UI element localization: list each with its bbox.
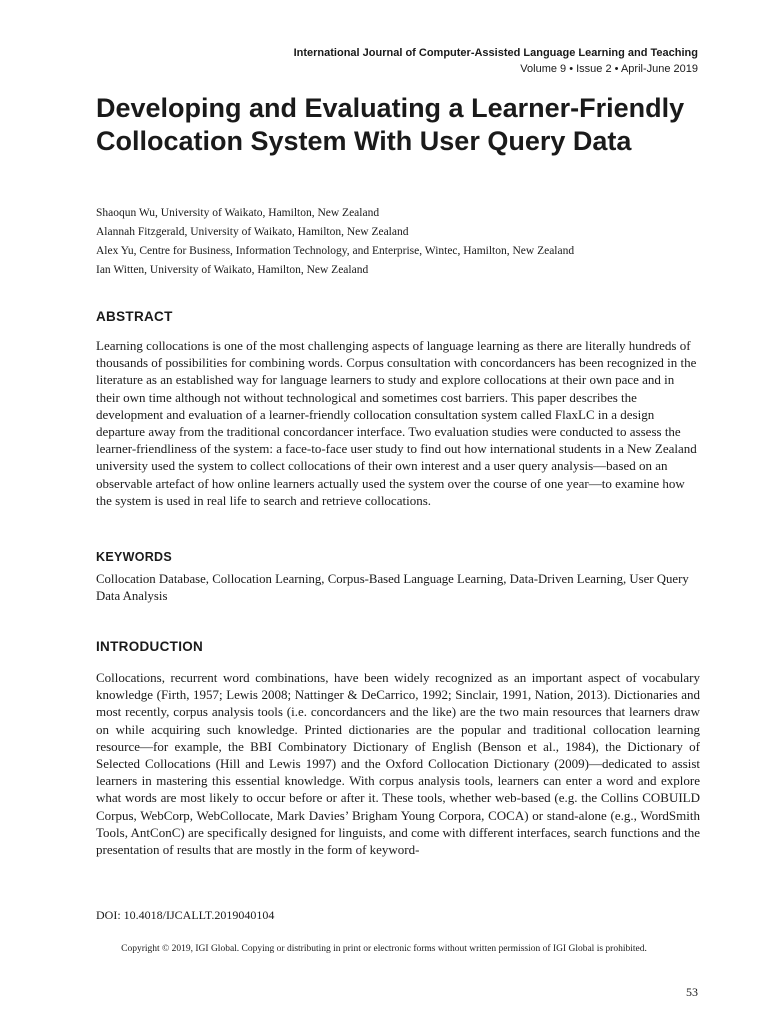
- doi: DOI: 10.4018/IJCALLT.2019040104: [96, 908, 275, 922]
- page-number: 53: [686, 985, 698, 999]
- running-header: [294, 45, 698, 77]
- keywords-heading: KEYWORDS: [96, 550, 173, 564]
- introduction-text: Collocations, recurrent word combinations, have been widely recognized as an important aspect of vocabulary knowledge (Firth, 1957; Lewis 2008; Nattinger & DeCarrico, 1992; Sinclair, 1991, Nation, 2013). Dictionaries and most recently, corpus analysis tools (i.e. concordancers and the like) are the two main resources that learners draw on while acquiring such knowledge. Printed dictionaries are the popular and traditional collocation learning resource—for example, the BBI Combinatory Dictionary of English (Benson et al., 1984), the Dictionary of Selected Collocations (Hill and Lewis 1997) and the Oxford Collocation Dictionary (2009)—dedicated to assist learners in mastering this essential knowledge. With corpus analysis tools, learners can enter a word and explore what words are most likely to occur before or after it. These tools, whether web-based (e.g. the Collins COBUILD Corpus, WebCorp, WebCollocate, Mark Davies’ Brigham Young Corpora, COCA) or stand-alone (e.g., WordSmith Tools, AntConC) are specifically designed for linguists, and come with different interfaces, search functions and the presentation of results that are mostly in the form of keyword-: [96, 670, 700, 858]
- journal-name: International Journal of Computer-Assisted Language Learning and Teaching: [293, 47, 698, 59]
- author-line: Ian Witten, University of Waikato, Hamilton, New Zealand: [96, 264, 369, 276]
- abstract-heading: ABSTRACT: [96, 309, 173, 324]
- issue-info: Volume 9 • Issue 2 • April-June 2019: [520, 63, 698, 75]
- abstract-text: Learning collocations is one of the most challenging aspects of language learning as there are literally hundreds of thousands of possibilities for combining words. Corpus consultation with concordancers has been recognized in the literature as an established way for language learners to study and explore collocations at their own pace and in their own time although not without technological and sometimes cost barriers. This paper describes the development and evaluation of a learner-friendly collocation consultation system called FlaxLC in a design departure away from the traditional concordancer interface. Two evaluation studies were conducted to assess the learner-friendliness of the system: a face-to-face user study to find out how international students in a New Zealand university used the system to collect collocations of their own interest and a user query analysis—based on an observable artefact of how online learners actually used the system over the course of one year—to examine how the system is used in real life to search and retrieve collocations.: [96, 338, 697, 508]
- introduction-heading: INTRODUCTION: [96, 639, 204, 654]
- author-line: Shaoqun Wu, University of Waikato, Hamilton, New Zealand: [96, 207, 380, 219]
- author-line: Alannah Fitzgerald, University of Waikato, Hamilton, New Zealand: [96, 226, 409, 238]
- keywords-text: Collocation Database, Collocation Learning, Corpus-Based Language Learning, Data-Driven Learning, User Query Data Analysis: [96, 572, 689, 603]
- author-list: [96, 204, 716, 280]
- author-line: Alex Yu, Centre for Business, Information Technology, and Enterprise, Wintec, Hamilton, New Zealand: [96, 245, 575, 257]
- copyright-notice: Copyright © 2019, IGI Global. Copying or distributing in print or electronic forms without written permission of IGI Global is prohibited.: [121, 944, 647, 954]
- paper-title: Developing and Evaluating a Learner-Friendly Collocation System With User Query Data: [96, 93, 685, 156]
